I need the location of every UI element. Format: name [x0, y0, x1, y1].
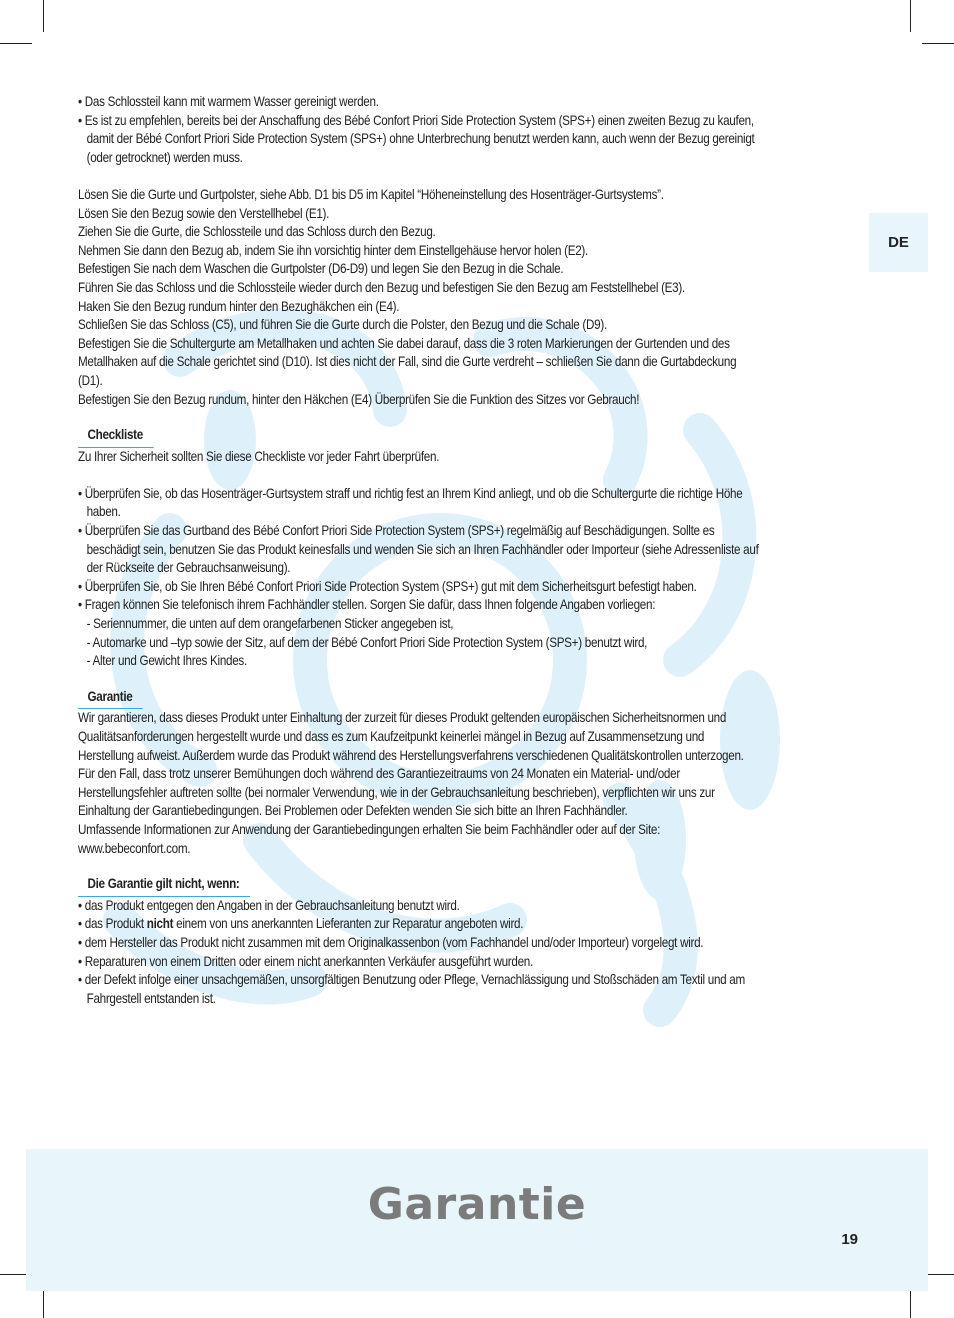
instruction-line: Ziehen Sie die Gurte, die Schlossteile und das Schloss durch den Bezug.: [78, 224, 436, 240]
website-link[interactable]: www.bebeconfort.com.: [78, 840, 191, 856]
sub-list-item: - Seriennummer, die unten auf dem orangefarbenen Sticker angegeben ist,: [86, 616, 454, 632]
list-item-text: einem von uns anerkannten Lieferanten zur Reparatur angeboten wird.: [173, 916, 524, 932]
list-item: • Fragen können Sie telefonisch ihrem Fachhändler stellen. Sorgen Sie dafür, dass Ihnen folgende Angaben vorliegen:: [78, 597, 656, 613]
instruction-line: Haken Sie den Bezug rundum hinter den Bezughäkchen ein (E4).: [78, 298, 400, 314]
instruction-line: Befestigen Sie nach dem Waschen die Gurtpolster (D6-D9) und legen Sie den Bezug in die Schale.: [78, 261, 564, 277]
crop-mark: [43, 0, 44, 32]
footer-band: [26, 1149, 928, 1291]
instruction-line: Lösen Sie den Bezug sowie den Verstellhebel (E1).: [78, 205, 330, 221]
garantie-info: Umfassende Informationen zur Anwendung der Garantiebedingungen erhalten Sie beim Fachhändler oder auf der Site:: [78, 821, 661, 837]
list-item: • Reparaturen von einem Dritten oder einem nicht anerkannten Verkäufer ausgeführt wurden.: [78, 953, 533, 969]
instruction-line: Befestigen Sie die Schultergurte am Metallhaken und achten Sie dabei darauf, dass die 3 roten Markierungen der Gurtenden und des Metallhaken auf die Schale gerichtet sind (D10). Ist dies nicht der Fall, sind die Gurte verdreht – schließen Sie dann die Gurtabdeckung (D1).: [78, 335, 737, 388]
list-item: • Es ist zu empfehlen, bereits bei der Anschaffung des Bébé Confort Priori Side Protection System (SPS+) einen zweiten Bezug zu kaufen, damit der Bébé Confort Priori Side Protection System (SPS+) ohne Unterbrechung benutzt werden kann, auch wenn der Bezug gereinigt (oder getrocknet) werden muss.: [78, 112, 755, 165]
garantie-paragraph: Wir garantieren, dass dieses Produkt unter Einhaltung der zurzeit für dieses Produkt geltenden europäischen Sicherheitsnormen und Qualitätsanforderungen hergestellt wurde und dass es zum Kaufzeitpunkt keinerlei mängel in Bezug auf Zusammensetzung und Herstellung aufweist. Außerdem wurde das Produkt während des Herstellungsverfahrens verschiedenen Qualitätskontrollen unterzogen. Für den Fall, dass trotz unserer Bemühungen doch während des Garantiezeitraums von 24 Monaten ein Material- und/oder Herstellungsfehler auftreten sollte (bei normaler Verwendung, wie in der Gebrauchsanleitung beschrieben), verpflichten wir uns zur Einhaltung der Garantiebedingungen. Bei Problemen oder Defekten wenden Sie sich bitte an Ihren Fachhändler.: [78, 710, 744, 819]
emphasis-text: nicht: [146, 916, 174, 932]
instruction-line: Lösen Sie die Gurte und Gurtpolster, siehe Abb. D1 bis D5 im Kapitel “Höheneinstellung des Hosenträger-Gurtsystems”.: [78, 186, 664, 202]
crop-mark: [0, 43, 32, 44]
section-heading-garantie: Garantie: [78, 688, 143, 710]
section-heading-exclusions: Die Garantie gilt nicht, wenn:: [78, 875, 250, 897]
crop-mark: [910, 0, 911, 32]
list-item: [78, 915, 759, 934]
section-heading-checkliste: Checkliste: [78, 426, 153, 448]
list-item: • Überprüfen Sie das Gurtband des Bébé Confort Priori Side Protection System (SPS+) regelmäßig auf Beschädigungen. Sollte es beschädigt sein, benutzen Sie das Produkt keinesfalls und wenden Sie sich an Ihren Fachhändler oder Importeur (siehe Adressenliste auf der Rückseite der Gebrauchsanweisung).: [78, 523, 759, 576]
list-item: • Überprüfen Sie, ob Sie Ihren Bébé Confort Priori Side Protection System (SPS+) gut mit dem Sicherheitsgurt befestigt haben.: [78, 578, 697, 594]
list-item: • der Defekt infolge einer unsachgemäßen, unsorgfältigen Benutzung oder Pflege, Vernachlässigung und Stoßschäden am Textil und am Fahrgestell entstanden ist.: [78, 972, 745, 1006]
page-content: [78, 93, 759, 1008]
list-item: • das Produkt entgegen den Angaben in der Gebrauchsanleitung benutzt wird.: [78, 897, 460, 913]
instruction-line: Führen Sie das Schloss und die Schlossteile wieder durch den Bezug und befestigen Sie den Bezug am Feststellhebel (E3).: [78, 279, 685, 295]
list-item: • dem Hersteller das Produkt nicht zusammen mit dem Originalkassenbon (vom Fachhandel und/oder Importeur) vorgelegt wird.: [78, 934, 704, 950]
footer-title: Garantie: [367, 1179, 587, 1230]
language-tab: DE: [869, 213, 928, 272]
list-item-text: • das Produkt: [78, 916, 147, 932]
instruction-line: Schließen Sie das Schloss (C5), und führen Sie die Gurte durch die Polster, den Bezug und die Schale (D9).: [78, 317, 607, 333]
instruction-line: Nehmen Sie dann den Bezug ab, indem Sie ihn vorsichtig hinter dem Einstellgehäuse hervor holen (E2).: [78, 242, 588, 258]
sub-list-item: - Automarke und –typ sowie der Sitz, auf dem der Bébé Confort Priori Side Protection System (SPS+) benutzt wird,: [86, 634, 648, 650]
page-number: 19: [841, 1231, 858, 1248]
instruction-line: Befestigen Sie den Bezug rundum, hinter den Häkchen (E4) Überprüfen Sie die Funktion des Sitzes vor Gebrauch!: [78, 391, 640, 407]
section-intro: Zu Ihrer Sicherheit sollten Sie diese Checkliste vor jeder Fahrt überprüfen.: [78, 448, 440, 464]
list-item: • Überprüfen Sie, ob das Hosenträger-Gurtsystem straff und richtig fest an Ihrem Kind anliegt, und ob die Schultergurte die richtige Höhe haben.: [78, 485, 743, 520]
sub-list-item: - Alter und Gewicht Ihres Kindes.: [86, 653, 247, 669]
list-item: • Das Schlossteil kann mit warmem Wasser gereinigt werden.: [78, 94, 379, 109]
crop-mark: [922, 43, 954, 44]
